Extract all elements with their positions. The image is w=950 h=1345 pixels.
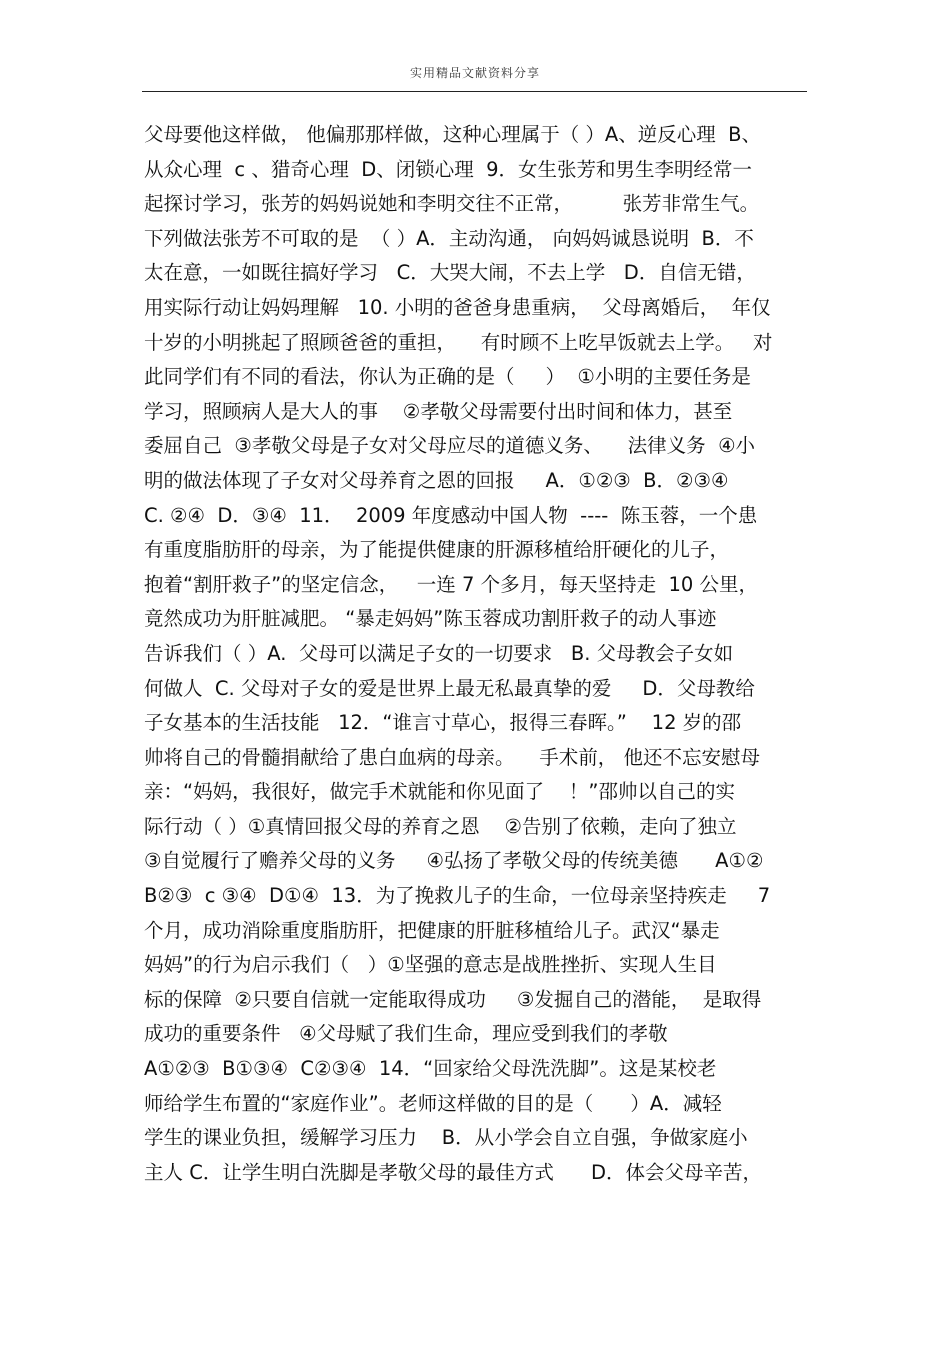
text-line: 告诉我们（ ）A. 父母可以满足子女的一切要求 B. 父母教会子女如 [144, 641, 734, 665]
text-line: 亲：“妈妈，我很好，做完手术就能和你见面了 ！”邵帅以自己的实 [144, 780, 735, 804]
text-line: 帅将自己的骨髓捐献给了患白血病的母亲。 手术前， 他还不忘安慰母 [144, 745, 760, 769]
text-line: A①②③ B①③④ C②③④ 14．“回家给父母洗洗脚”。这是某校老 [144, 1057, 717, 1081]
text-line: 有重度脂肪肝的母亲，为了能提供健康的肝源移植给肝硬化的儿子， [144, 538, 730, 562]
text-line: 明的做法体现了子女对父母养育之恩的回报 A．①②③ B．②③④ [144, 468, 729, 492]
text-line: 成功的重要条件 ④父母赋了我们生命，理应受到我们的孝敬 [144, 1022, 668, 1046]
text-line: 学习，照顾病人是大人的事 ②孝敬父母需要付出时间和体力，甚至 [144, 399, 733, 423]
text-line: 此同学们有不同的看法，你认为正确的是（ ） ①小明的主要任务是 [144, 365, 751, 389]
page-header: 实用精品文献资料分享 [409, 66, 540, 80]
text-line: 用实际行动让妈妈理解 10. 小明的爸爸身患重病， 父母离婚后， 年仅 [144, 295, 771, 319]
text-line: 下列做法张芳不可取的是 （ ）A．主动沟通， 向妈妈诚恳说明 B．不 [144, 226, 754, 250]
text-line: 妈妈”的行为启示我们（ ）①坚强的意志是战胜挫折、实现人生目 [144, 953, 717, 977]
text-line: 学生的课业负担，缓解学习压力 B．从小学会自立自强，争做家庭小 [144, 1126, 748, 1150]
text-line: 个月，成功消除重度脂肪肝，把健康的肝脏移植给儿子。武汉“暴走 [144, 918, 720, 942]
text-line: B②③ c ③④ D①④ 13．为了挽救儿子的生命，一位母亲坚持疾走 7 [144, 884, 771, 908]
text-line: 何做人 C. 父母对子女的爱是世界上最无私最真挚的爱 D．父母教给 [144, 676, 755, 700]
text-line: 主人 C．让学生明白洗脚是孝敬父母的最佳方式 D．体会父母辛苦， [144, 1160, 763, 1184]
text-line: 子女基本的生活技能 12．“谁言寸草心，报得三春晖。” 12 岁的邵 [144, 711, 742, 735]
header-divider [142, 91, 807, 92]
text-line: 父母要他这样做， 他偏那那样做，这种心理属于（ ）A、逆反心理 B、 [144, 123, 762, 146]
text-line: 抱着“割肝救子”的坚定信念， 一连 7 个多月，每天坚持走 10 公里， [144, 572, 759, 596]
text-line: 标的保障 ②只要自信就一定能取得成功 ③发掘自己的潜能， 是取得 [144, 987, 762, 1011]
text-line: 委屈自己 ③孝敬父母是子女对父母应尽的道德义务、 法律义务 ④小 [144, 434, 756, 458]
document-body [144, 118, 808, 1190]
text-line: 师给学生布置的“家庭作业”。老师这样做的目的是（ ）A．减轻 [144, 1091, 722, 1115]
text-line: 从众心理 c 、猎奇心理 D、闭锁心理 9．女生张芳和男生李明经常一 [144, 157, 753, 181]
text-line: ③自觉履行了赡养父母的义务 ④弘扬了孝敬父母的传统美德 A①② [144, 849, 764, 873]
text-line: 起探讨学习，张芳的妈妈说她和李明交往不正常， 张芳非常生气。 [144, 192, 760, 216]
text-line: C. ②④ D．③④ 11． 2009 年度感动中国人物 ---- 陈玉蓉，一个患 [144, 503, 758, 527]
text-line: 太在意，一如既往搞好学习 C．大哭大闹，不去上学 D．自信无错， [144, 261, 756, 285]
text-line: 竟然成功为肝脏减肥。 “暴走妈妈”陈玉蓉成功割肝救子的动人事迹 [144, 607, 717, 631]
text-line: 十岁的小明挑起了照顾爸爸的重担， 有时顾不上吃早饭就去上学。 对 [144, 330, 773, 354]
text-line: 际行动（ ）①真情回报父母的养育之恩 ②告别了依赖，走向了独立 [144, 814, 737, 838]
